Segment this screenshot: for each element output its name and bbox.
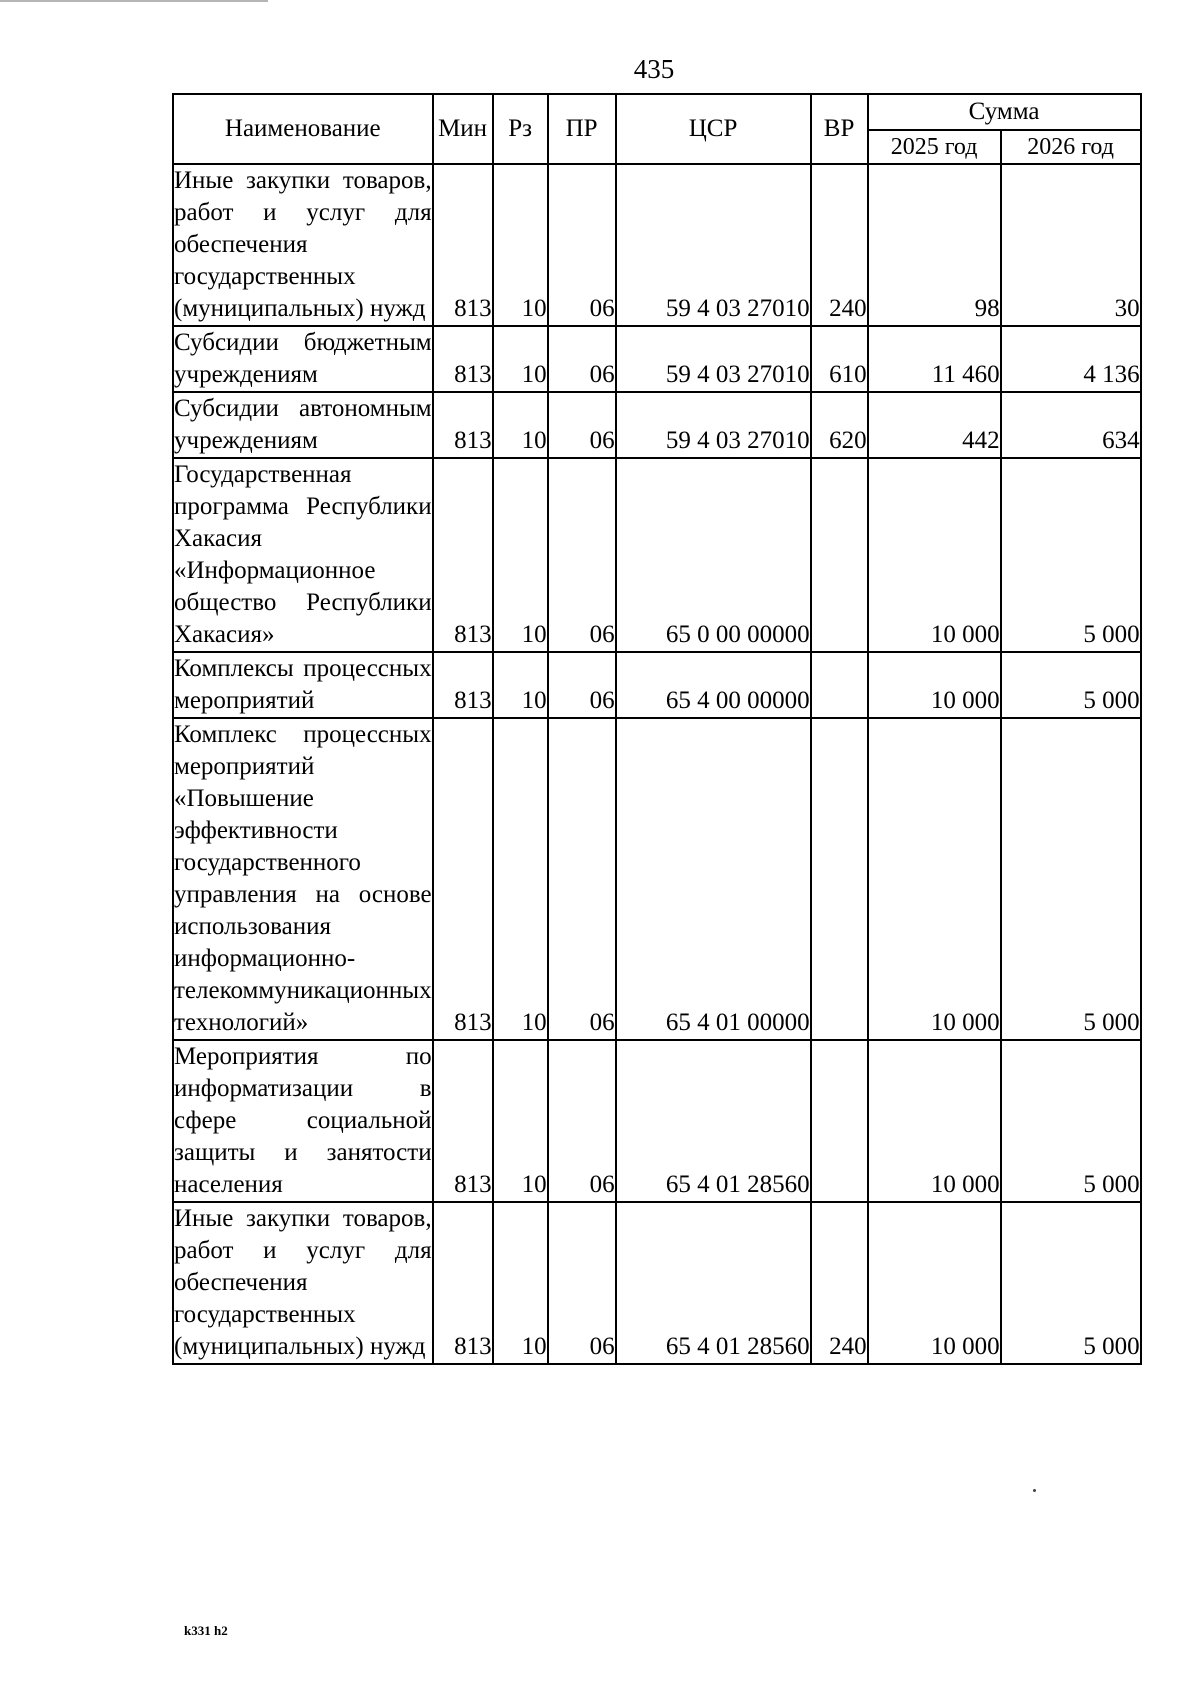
row-vr — [811, 652, 868, 718]
header-csr: ЦСР — [616, 94, 811, 164]
table-row — [173, 652, 1141, 718]
row-csr: 65 4 00 00000 — [616, 652, 811, 718]
row-name: Иные закупки товаров, работ и услуг для обеспечения государственных (муниципальных) нужд — [173, 164, 433, 326]
header-sum: Сумма — [868, 94, 1141, 130]
row-amount-2026: 4 136 — [1001, 326, 1141, 392]
table-row — [173, 392, 1141, 458]
row-amount-2026: 5 000 — [1001, 718, 1141, 1040]
row-amount-2025: 10 000 — [868, 652, 1001, 718]
row-amount-2026: 5 000 — [1001, 1040, 1141, 1202]
row-amount-2026: 5 000 — [1001, 458, 1141, 652]
table-row — [173, 1040, 1141, 1202]
page-number: 435 — [633, 54, 675, 84]
scan-edge-line — [0, 0, 268, 2]
row-min: 813 — [433, 164, 493, 326]
row-min: 813 — [433, 326, 493, 392]
row-rz: 10 — [493, 1040, 548, 1202]
row-name: Иные закупки товаров, работ и услуг для обеспечения государственных (муниципальных) нужд — [173, 1202, 433, 1364]
row-amount-2025: 10 000 — [868, 718, 1001, 1040]
row-rz: 10 — [493, 164, 548, 326]
scan-speck — [1033, 1489, 1036, 1492]
row-csr: 65 4 01 28560 — [616, 1040, 811, 1202]
row-min: 813 — [433, 392, 493, 458]
row-rz: 10 — [493, 718, 548, 1040]
row-rz: 10 — [493, 458, 548, 652]
row-amount-2026: 5 000 — [1001, 1202, 1141, 1364]
row-vr — [811, 718, 868, 1040]
row-amount-2026: 30 — [1001, 164, 1141, 326]
row-csr: 65 4 01 00000 — [616, 718, 811, 1040]
row-pr: 06 — [548, 392, 616, 458]
row-vr: 610 — [811, 326, 868, 392]
row-pr: 06 — [548, 1040, 616, 1202]
header-year-2026: 2026 год — [1001, 130, 1141, 164]
header-name: Наименование — [173, 94, 433, 164]
row-csr: 59 4 03 27010 — [616, 326, 811, 392]
row-amount-2025: 442 — [868, 392, 1001, 458]
header-pr: ПР — [548, 94, 616, 164]
row-name: Комплексы процессных мероприятий — [173, 652, 433, 718]
row-amount-2025: 10 000 — [868, 458, 1001, 652]
row-pr: 06 — [548, 458, 616, 652]
row-vr: 240 — [811, 1202, 868, 1364]
row-name: Субсидии бюджетным учреждениям — [173, 326, 433, 392]
row-rz: 10 — [493, 326, 548, 392]
budget-table — [172, 93, 1142, 1365]
row-pr: 06 — [548, 164, 616, 326]
row-csr: 65 0 00 00000 — [616, 458, 811, 652]
row-vr — [811, 458, 868, 652]
row-amount-2025: 10 000 — [868, 1202, 1001, 1364]
row-amount-2026: 634 — [1001, 392, 1141, 458]
row-name: Государственная программа Республики Хакасия «Информационное общество Республики Хакасия» — [173, 458, 433, 652]
row-csr: 65 4 01 28560 — [616, 1202, 811, 1364]
row-vr: 240 — [811, 164, 868, 326]
row-pr: 06 — [548, 1202, 616, 1364]
table-row — [173, 164, 1141, 326]
row-rz: 10 — [493, 392, 548, 458]
row-amount-2025: 10 000 — [868, 1040, 1001, 1202]
row-amount-2025: 11 460 — [868, 326, 1001, 392]
row-min: 813 — [433, 652, 493, 718]
row-name: Комплекс процессных мероприятий «Повышение эффективности государственного управления на основе использования информационно-телекоммуникационных технологий» — [173, 718, 433, 1040]
table-row — [173, 718, 1141, 1040]
header-min: Мин — [433, 94, 493, 164]
row-name: Мероприятия по информатизации в сфере социальной защиты и занятости населения — [173, 1040, 433, 1202]
row-vr — [811, 1040, 868, 1202]
row-pr: 06 — [548, 718, 616, 1040]
row-min: 813 — [433, 1202, 493, 1364]
row-rz: 10 — [493, 1202, 548, 1364]
row-vr: 620 — [811, 392, 868, 458]
header-vr: ВР — [811, 94, 868, 164]
row-min: 813 — [433, 1040, 493, 1202]
table-row — [173, 458, 1141, 652]
row-csr: 59 4 03 27010 — [616, 164, 811, 326]
header-year-2025: 2025 год — [868, 130, 1001, 164]
row-pr: 06 — [548, 326, 616, 392]
row-csr: 59 4 03 27010 — [616, 392, 811, 458]
row-pr: 06 — [548, 652, 616, 718]
header-rz: Рз — [493, 94, 548, 164]
footer-code: k331 h2 — [184, 1623, 228, 1638]
table-row — [173, 326, 1141, 392]
row-rz: 10 — [493, 652, 548, 718]
row-amount-2025: 98 — [868, 164, 1001, 326]
row-min: 813 — [433, 458, 493, 652]
row-min: 813 — [433, 718, 493, 1040]
row-name: Субсидии автономным учреждениям — [173, 392, 433, 458]
row-amount-2026: 5 000 — [1001, 652, 1141, 718]
table-row — [173, 1202, 1141, 1364]
